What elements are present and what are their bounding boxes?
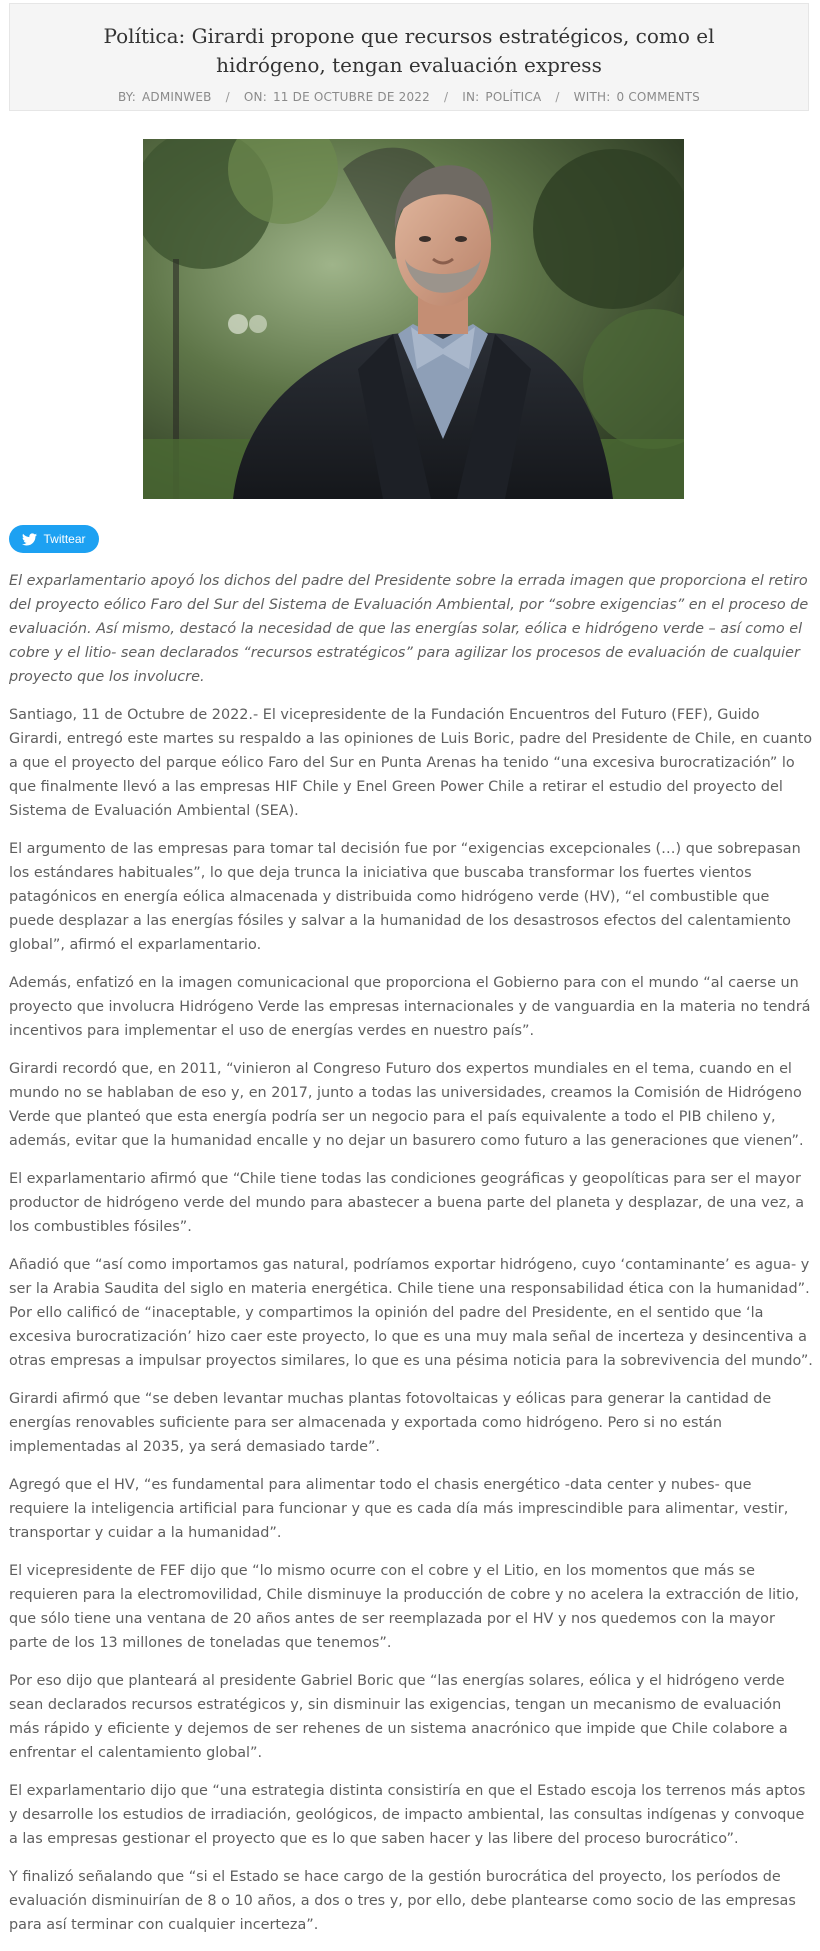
article-paragraph: Girardi afirmó que “se deben levantar muchas plantas fotovoltaicas y eólicas para generar la cantidad de energías renovables suficiente para ser almacenada y exportada como hidrógeno. Pero si no están implementadas al 2035, ya será demasiado tarde”. <box>9 1391 772 1455</box>
article-paragraph: El vicepresidente de FEF dijo que “lo mismo ocurre con el cobre y el Litio, en los momentos que más se requieren para la electromovilidad, Chile disminuye la producción de cobre y no acelera la extracción de litio, que sólo tiene una ventana de 20 años antes de ser reemplazada por el HV y nos quedemos con la mayor parte de los 13 millones de toneladas que tenemos”. <box>9 1563 800 1651</box>
featured-image <box>143 139 684 499</box>
twitter-share-label: Twittear <box>43 532 86 546</box>
article-paragraph: El exparlamentario dijo que “una estrategia distinta consistiría en que el Estado escoja los terrenos más aptos y desarrolle los estudios de irradiación, geológicos, de impacto ambiental, las consultas indígenas y convoque a las empresas gestionar el proyecto que es lo que saben hacer y las libere del proceso burocrático”. <box>9 1783 806 1847</box>
meta-separator: / <box>555 90 560 104</box>
meta-category-link[interactable]: POLÍTICA <box>485 90 542 104</box>
post-header <box>9 3 809 111</box>
meta-author-link[interactable]: ADMINWEB <box>141 90 212 104</box>
meta-date: 11 DE OCTUBRE DE 2022 <box>272 90 430 104</box>
article-paragraph: Girardi recordó que, en 2011, “vinieron al Congreso Futuro dos expertos mundiales en el tema, cuando en el mundo no se hablaban de eso y, en 2017, junto a todas las universidades, creamos la Comisión de Hidrógeno Verde que planteó que esta energía podría ser un negocio para el país equivalente a todo el PIB chileno y, además, evitar que la humanidad encalle y no dejar un basurero como futuro a las generaciones que vienen”. <box>9 1061 804 1149</box>
meta-separator: / <box>225 90 230 104</box>
twitter-share-button[interactable] <box>9 525 99 553</box>
post-meta <box>10 90 808 104</box>
meta-with-label: WITH: <box>573 90 611 104</box>
article-paragraph: Además, enfatizó en la imagen comunicacional que proporciona el Gobierno para con el mundo “al caerse un proyecto que involucra Hidrógeno Verde las empresas internacionales y de vanguardia en la materia no tendrá incentivos para implementar el uso de energías verdes en nuestro país”. <box>9 975 811 1039</box>
meta-in-label: IN: <box>462 90 480 104</box>
twitter-bird-icon <box>22 533 37 546</box>
article-paragraph: Y finalizó señalando que “si el Estado se hace cargo de la gestión burocrática del proyecto, los períodos de evaluación disminuirían de 8 o 10 años, a dos o tres y, por ello, debe plantearse como socio de las empresas para así terminar con cualquier incerteza”. <box>9 1869 796 1933</box>
meta-comments-link[interactable]: 0 COMMENTS <box>616 90 700 104</box>
article-paragraph: Añadió que “así como importamos gas natural, podríamos exportar hidrógeno, cuyo ‘contaminante’ es agua- y ser la Arabia Saudita del siglo en materia energética. Chile tiene una responsabilidad ética con la humanidad”. Por ello calificó de “inaceptable, y compartimos la opinión del padre del Presidente, en el sentido que ‘la excesiva burocratización’ hizo caer este proyecto, lo que es una muy mala señal de incerteza y desincentiva a otras empresas a impulsar proyectos similares, lo que es una pésima noticia para la sobrevivencia del mundo”. <box>9 1257 813 1369</box>
article-paragraph: Por eso dijo que planteará al presidente Gabriel Boric que “las energías solares, eólica y el hidrógeno verde sean declarados recursos estratégicos y, sin disminuir las exigencias, tengan un mecanismo de evaluación más rápido y eficiente y dejemos de ser rehenes de un sistema anacrónico que impide que Chile colabore a enfrentar el calentamiento global”. <box>9 1673 788 1761</box>
article-paragraph: Agregó que el HV, “es fundamental para alimentar todo el chasis energético -data center y nubes- que requiere la inteligencia artificial para funcionar y que es cada día más imprescindible para alimentar, vestir, transportar y cuidar a la humanidad”. <box>9 1477 789 1541</box>
article-lead: El exparlamentario apoyó los dichos del padre del Presidente sobre la errada imagen que proporciona el retiro del proyecto eólico Faro del Sur del Sistema de Evaluación Ambiental, por “sobre exigencias” en el proceso de evaluación. Así mismo, destacó la necesidad de que las energías solar, eólica e hidrógeno verde – así como el cobre y el litio- sean declarados “recursos estratégicos” para agilizar los procesos de evaluación de cualquier proyecto que los involucre. <box>9 573 809 685</box>
post-title: Política: Girardi propone que recursos estratégicos, como el hidrógeno, tengan evaluación express <box>103 24 715 77</box>
article-paragraph: Santiago, 11 de Octubre de 2022.- El vicepresidente de la Fundación Encuentros del Futuro (FEF), Guido Girardi, entregó este martes su respaldo a las opiniones de Luis Boric, padre del Presidente de Chile, en cuanto a que el proyecto del parque eólico Faro del Sur en Punta Arenas ha tenido “una excesiva burocratización” lo que finalmente llevó a las empresas HIF Chile y Enel Green Power Chile a retirar el estudio del proyecto del Sistema de Evaluación Ambiental (SEA). <box>9 707 813 819</box>
article-body <box>9 569 813 1951</box>
meta-separator: / <box>443 90 449 104</box>
article-paragraph: El exparlamentario afirmó que “Chile tiene todas las condiciones geográficas y geopolíticas para ser el mayor productor de hidrógeno verde del mundo para abastecer a buena parte del planeta y desplazar, de una vez, a los combustibles fósiles”. <box>9 1171 805 1235</box>
meta-by-label: BY: <box>118 90 136 104</box>
article-paragraph: El argumento de las empresas para tomar tal decisión fue por “exigencias excepcionales (…) que sobrepasan los estándares habituales”, lo que deja trunca la iniciativa que buscaba transformar los fuertes vientos patagónicos en energía eólica almacenada y distribuida como hidrógeno verde (HV), “el combustible que puede desplazar a las energías fósiles y salvar a la humanidad de los desastrosos efectos del calentamiento global”, afirmó el exparlamentario. <box>9 841 801 953</box>
meta-on-label: ON: <box>243 90 267 104</box>
